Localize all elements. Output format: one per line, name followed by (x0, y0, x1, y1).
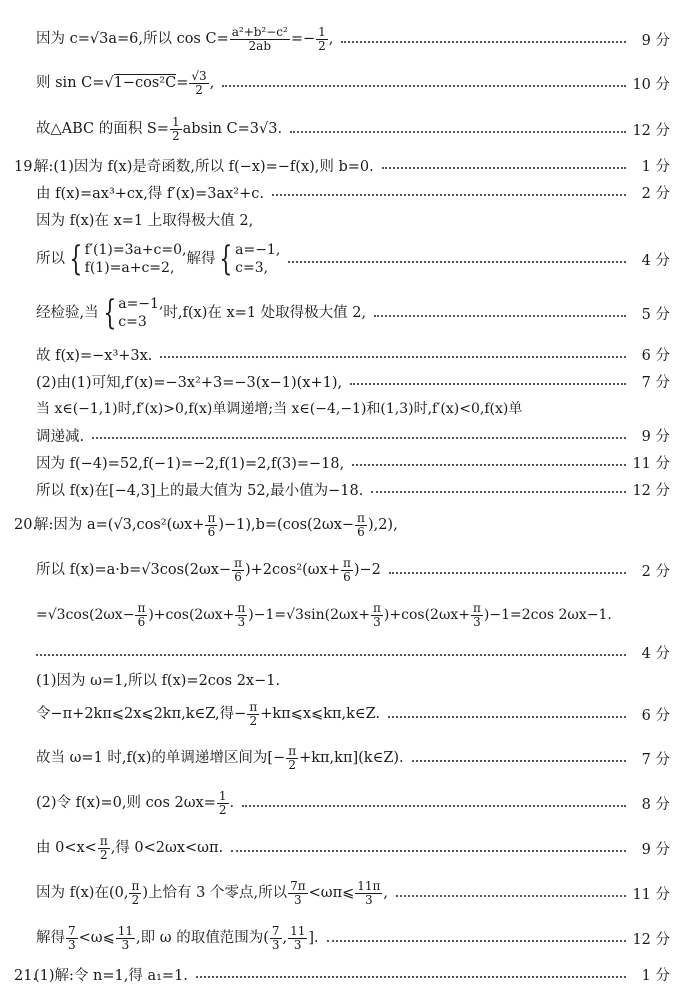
solution-line: 所以 f(x)=a·b=√3cos(2ωx− $\frac{\pi}{6}$ )+2cos²(ωx+ $\frac{\pi}{6}$ )−2 2 分 (36, 555, 670, 584)
solution-line: 由 0<x< $\frac{\pi}{2}$ ,得 0<2ωx<ωπ. 9 分 (36, 833, 670, 862)
fraction: $\frac{\pi}{2}$ (249, 699, 258, 728)
dot-leader (341, 41, 626, 43)
solution-line: 则 sin C=√1−cos²C= $\frac{√3}{2}$ , 10 分 (36, 68, 670, 97)
score: 5 分 (641, 306, 670, 323)
solution-line: 因为 f(−4)=52,f(−1)=−2,f(1)=2,f(3)=−18, 11 分 (36, 450, 670, 474)
score: 10 分 (632, 76, 670, 93)
fraction: $\frac{\pi}{6}$ (234, 555, 242, 584)
solution-line: =√3cos(2ωx− $\frac{\pi}{6}$ )+cos(2ωx+ $\frac{\pi}{3}$ )−1=√3sin(2ωx+ $\frac{\pi}{3}$ )+cos(2ωx+ $\frac{\pi}{3}$ )−1=2cos 2ωx−1. (36, 600, 612, 629)
solution-line: 因为 f(x)在(0, $\frac{\pi}{2}$ )上恰有 3 个零点,所以 $\frac{7\pi}{3}$ <ωπ⩽ $\frac{11\pi}{3}$ , 11 分 (36, 878, 670, 907)
score: 4 分 (641, 645, 670, 662)
dot-leader (352, 464, 626, 466)
equation-system: { a=−1, c=3 (102, 293, 164, 333)
dot-leader (389, 572, 626, 574)
dot-leader (388, 716, 626, 718)
dot-leader (242, 805, 626, 807)
dot-leader (222, 85, 626, 87)
fraction: $\frac{\pi}{2}$ (131, 878, 140, 907)
dot-leader (272, 194, 626, 196)
solution-line: 19.解:(1)因为 f(x)是奇函数,所以 f(−x)=−f(x),则 b=0. 1 分 (14, 153, 670, 177)
fraction: $\frac{7}{3}$ (271, 923, 280, 952)
dot-leader (36, 654, 626, 656)
dot-leader (396, 895, 626, 897)
solution-line: 当 x∈(−1,1)时,f′(x)>0,f(x)单调递增;当 x∈(−4,−1)和(1,3)时,f′(x)<0,f(x)单 (36, 401, 523, 417)
dot-leader (371, 491, 626, 493)
solution-line: 令−π+2kπ⩽2x⩽2kπ,k∈Z,得− $\frac{\pi}{2}$ +kπ⩽x⩽kπ,k∈Z. 6 分 (36, 699, 670, 728)
score: 6 分 (641, 347, 670, 364)
solution-line: 21.(1)解:令 n=1,得 a₁=1. 1 分 (14, 962, 670, 986)
solution-line: (2)令 f(x)=0,则 cos 2ωx= $\frac{1}{2}$ . 8 分 (36, 788, 670, 817)
solution-line: 所以 f(x)在[−4,3]上的最大值为 52,最小值为−18. 12 分 (36, 477, 670, 501)
question-number: 19. (14, 158, 38, 175)
solution-line: 因为 f(x)在 x=1 上取得极大值 2, (36, 212, 254, 229)
dot-leader (350, 383, 626, 385)
question-number: 21. (14, 967, 38, 984)
score: 9 分 (641, 32, 670, 49)
solution-line (36, 640, 670, 664)
score: 7 分 (641, 374, 670, 391)
dot-leader (160, 356, 626, 358)
score: 11 分 (632, 886, 670, 903)
fraction: $\frac{\pi}{2}$ (288, 743, 297, 772)
score: 2 分 (641, 563, 670, 580)
solution-line: 20.解:因为 a=(√3,cos²(ωx+ $\frac{\pi}{6}$ )−1),b=(cos(2ωx− $\frac{\pi}{6}$ ),2), (14, 510, 398, 539)
fraction: $\frac{11}{3}$ (290, 923, 306, 952)
solution-line: 故△ABC 的面积 S= $\frac{1}{2}$ absin C=3√3. 12 分 (36, 114, 670, 143)
fraction: $\frac{\pi}{6}$ (357, 510, 365, 539)
score: 1 分 (641, 967, 670, 984)
fraction: $\frac{\pi}{6}$ (137, 600, 146, 629)
score: 11 分 (632, 455, 670, 472)
fraction: $\frac{7}{3}$ (68, 923, 76, 952)
score: 9 分 (641, 841, 670, 858)
equation-system: { f′(1)=3a+c=0, f(1)=a+c=2, (69, 239, 187, 279)
score: 2 分 (641, 185, 670, 202)
solution-line: 所以 { f′(1)=3a+c=0, f(1)=a+c=2, 解得 { a=−1, c=3, 4 分 (36, 239, 670, 279)
solution-line: 因为 c=√3a=6,所以 cos C= $\frac{\text{a²+b²−c²}}{2ab}$ =− $\frac{1}{2}$ , 9 分 (36, 24, 670, 53)
fraction: $\frac{1}{2}$ (318, 24, 326, 53)
dot-leader (382, 167, 626, 169)
score: 12 分 (632, 482, 670, 499)
dot-leader (327, 940, 626, 942)
fraction: $\frac{\pi}{3}$ (373, 600, 381, 629)
fraction: $\frac{7\pi}{3}$ (290, 878, 306, 907)
fraction: $\frac{\text{a²+b²−c²}}{2ab}$ (231, 24, 288, 53)
fraction: $\frac{\pi}{3}$ (237, 600, 246, 629)
text: 因为 c=√3a=6,所以 cos C= (36, 31, 229, 47)
radical: 1−cos²C (113, 75, 177, 91)
solution-line: (2)由(1)可知,f′(x)=−3x²+3=−3(x−1)(x+1), 7 分 (36, 369, 670, 393)
solution-line: 调递减. 9 分 (36, 423, 670, 447)
dot-leader (290, 131, 626, 133)
fraction: $\frac{\pi}{6}$ (342, 555, 351, 584)
solution-line: 故当 ω=1 时,f(x)的单调递增区间为[− $\frac{\pi}{2}$ +kπ,kπ](k∈Z). 7 分 (36, 743, 670, 772)
score: 6 分 (641, 707, 670, 724)
score: 12 分 (632, 122, 670, 139)
score: 7 分 (641, 751, 670, 768)
solution-line: 经检验,当 { a=−1, c=3 时,f(x)在 x=1 处取得极大值 2, 5 分 (36, 293, 670, 333)
equation-system: { a=−1, c=3, (219, 239, 281, 279)
question-number: 20. (14, 517, 38, 533)
dot-leader (231, 850, 626, 852)
fraction: $\frac{\pi}{6}$ (207, 510, 216, 539)
score: 1 分 (641, 158, 670, 175)
dot-leader (374, 315, 626, 317)
fraction: $\frac{\pi}{3}$ (472, 600, 481, 629)
solution-line: 解得 $\frac{7}{3}$ <ω⩽ $\frac{11}{3}$ ,即 ω 的取值范围为( $\frac{7}{3}$ , $\frac{11}{3}$ ]. 12 分 (36, 923, 670, 952)
fraction: $\frac{√3}{2}$ (191, 68, 207, 97)
dot-leader (288, 261, 626, 263)
solution-line: 由 f(x)=ax³+cx,得 f′(x)=3ax²+c. 2 分 (36, 180, 670, 204)
fraction: $\frac{11\pi}{3}$ (357, 878, 381, 907)
score: 4 分 (641, 252, 670, 269)
dot-leader (412, 760, 626, 762)
solution-line: 故 f(x)=−x³+3x. 6 分 (36, 342, 670, 366)
fraction: $\frac{11}{3}$ (117, 923, 134, 952)
score: 8 分 (641, 796, 670, 813)
fraction: $\frac{1}{2}$ (218, 788, 227, 817)
score: 12 分 (632, 931, 670, 948)
fraction: $\frac{1}{2}$ (171, 114, 180, 143)
fraction: $\frac{\pi}{2}$ (99, 833, 108, 862)
dot-leader (196, 976, 626, 978)
solution-line: (1)因为 ω=1,所以 f(x)=2cos 2x−1. (36, 672, 281, 689)
score: 9 分 (641, 428, 670, 445)
dot-leader (92, 437, 626, 439)
